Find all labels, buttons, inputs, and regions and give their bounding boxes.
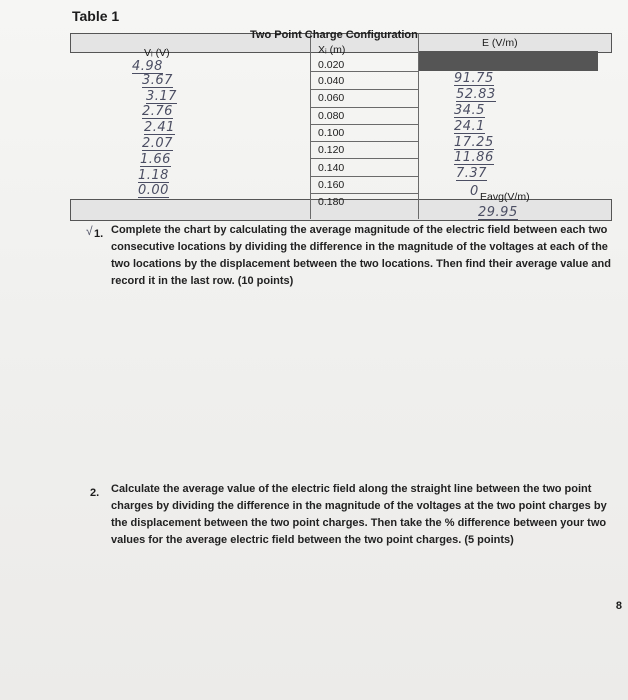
e-value: 34.5 [454, 103, 485, 118]
x-value: 0.060 [318, 92, 345, 104]
e-value: 7.37 [456, 166, 487, 181]
x-value: 0.180 [318, 196, 345, 208]
row-line [310, 71, 418, 72]
x-value: 0.120 [318, 144, 345, 156]
x-value: 0.160 [318, 179, 345, 191]
table-title: Two Point Charge Configuration [250, 29, 418, 41]
check-mark-icon: √ [86, 224, 93, 238]
eavg-label: Eavg(V/m) [480, 191, 530, 203]
v-value: 1.18 [138, 168, 169, 183]
v-value: 2.41 [144, 120, 175, 135]
x-value: 0.140 [318, 162, 345, 174]
question-2-text: Calculate the average value of the electric field along the straight line between the two point charges by dividing the difference in the magnitude of the voltages at the two point charges by the displacement between the two point charges. Then take the % difference between your two values for the average electric field between the two point charges. (5 points) [111, 483, 607, 546]
row-line [310, 158, 418, 159]
v-value: 3.17 [146, 89, 177, 104]
v-value: 4.98 [132, 59, 163, 74]
shaded-cell [418, 51, 598, 71]
row-line [310, 176, 418, 177]
row-line [310, 89, 418, 90]
v-value: 2.76 [142, 104, 173, 119]
row-line [310, 124, 418, 125]
v-value: 1.66 [140, 152, 171, 167]
v-value: 3.67 [142, 73, 173, 88]
column-divider [310, 33, 311, 219]
e-value: 91.75 [454, 71, 494, 86]
page-number: 8 [615, 600, 622, 612]
x-value: 0.020 [318, 59, 345, 71]
column-divider [418, 33, 419, 219]
x-value: 0.080 [318, 110, 345, 122]
e-value: 17.25 [454, 135, 494, 150]
question-2-number: 2. [90, 487, 100, 499]
question-1-number: 1. [94, 228, 104, 240]
table-heading: Table 1 [72, 8, 120, 24]
x-value: 0.100 [318, 127, 345, 139]
eavg-value: 29.95 [478, 205, 518, 220]
x-value: 0.040 [318, 75, 345, 87]
e-value: 11.86 [454, 150, 494, 165]
row-line [310, 193, 418, 194]
question-1-text: Complete the chart by calculating the average magnitude of the electric field between each two consecutive locations by dividing the difference in the magnitude of the voltages at each of the two locations by the displacement between the two locations. Then find their average value and record it in the last row. (10 points) [111, 224, 611, 287]
row-line [310, 107, 418, 108]
e-value: 24.1 [454, 119, 485, 134]
e-value: 52.83 [456, 87, 496, 102]
header-v: Vᵢ (V) [144, 47, 170, 59]
header-e: E (V/m) [482, 37, 518, 49]
v-value: 2.07 [142, 136, 173, 151]
e-value: 0 [470, 184, 479, 199]
v-value: 0.00 [138, 183, 169, 198]
header-x: Xᵢ (m) [318, 44, 346, 56]
data-table [70, 29, 612, 220]
row-line [310, 141, 418, 142]
